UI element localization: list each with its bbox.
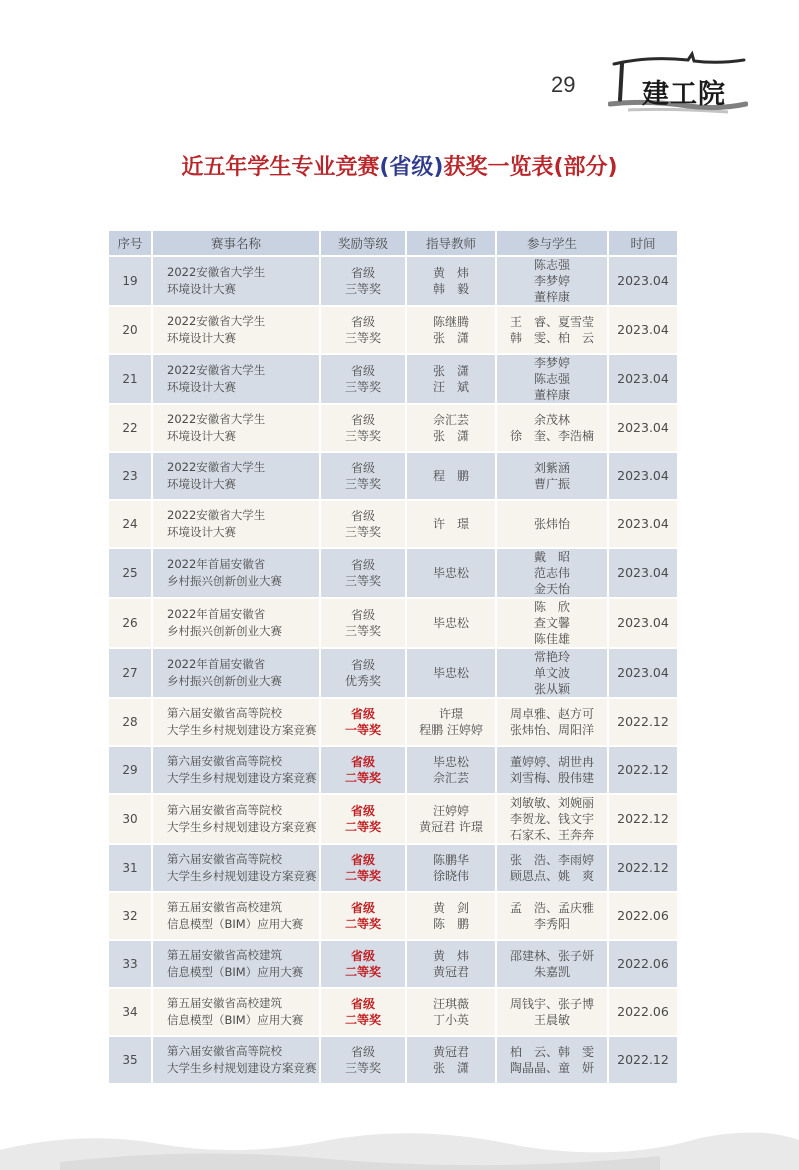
cell-teachers (407, 307, 495, 353)
event-name-line: 2022安徽省大学生 (167, 314, 266, 328)
award-level-line: 省级 (350, 364, 375, 378)
cell-time: 2023.04 (609, 649, 677, 697)
teacher-name: 程 鹏 (432, 469, 469, 483)
event-name-line: 环境设计大赛 (167, 282, 236, 296)
cell-teachers (407, 599, 495, 647)
table-row (109, 257, 677, 305)
student-names: 柏 云、韩 雯 (509, 1045, 594, 1059)
cell-seq: 29 (109, 747, 151, 793)
teacher-name: 陈 鹏 (432, 917, 469, 931)
teacher-name: 黄冠君 (432, 965, 469, 979)
cell-teachers (407, 941, 495, 987)
cell-award-level (321, 501, 405, 547)
student-names: 张 浩、李雨婷 (509, 853, 594, 867)
cell-teachers (407, 257, 495, 305)
page-number: 29 (551, 72, 576, 97)
event-name-line: 大学生乡村规划建设方案竞赛 (167, 723, 317, 737)
cell-teachers (407, 649, 495, 697)
award-level-line: 二等奖 (344, 917, 381, 931)
event-name-line: 大学生乡村规划建设方案竞赛 (167, 869, 317, 883)
teacher-name: 佘汇芸 (432, 771, 469, 785)
cell-students (497, 941, 607, 987)
cell-time: 2023.04 (609, 257, 677, 305)
student-names: 查文馨 (533, 616, 570, 630)
header-time: 时间 (609, 231, 677, 255)
cell-teachers (407, 989, 495, 1035)
award-level-line: 省级 (350, 266, 375, 280)
event-name-line: 2022年首届安徽省 (167, 557, 266, 571)
event-name-line: 第五届安徽省高校建筑 (167, 996, 282, 1010)
award-level-line: 省级 (350, 658, 375, 672)
cell-seq: 22 (109, 405, 151, 451)
event-name-line: 环境设计大赛 (167, 477, 236, 491)
cell-time: 2022.12 (609, 747, 677, 793)
award-level-line: 二等奖 (344, 771, 381, 785)
cell-teachers (407, 747, 495, 793)
student-names: 李贺龙、钱文宇 (509, 812, 594, 826)
award-level-line: 二等奖 (344, 1013, 381, 1027)
student-names: 金天怡 (533, 582, 570, 596)
teacher-name: 黄冠君 (432, 1045, 469, 1059)
award-level-line: 省级 (350, 558, 375, 572)
student-names: 单文波 (533, 666, 570, 680)
event-name-line: 大学生乡村规划建设方案竞赛 (167, 1061, 317, 1075)
award-level-line: 省级 (350, 509, 375, 523)
cell-event-name (153, 405, 319, 451)
cell-award-level (321, 941, 405, 987)
student-names: 董婷婷、胡世冉 (509, 755, 594, 769)
header-teachers: 指导教师 (407, 231, 495, 255)
cell-students (497, 257, 607, 305)
student-names: 刘紫涵 (533, 461, 570, 475)
cell-seq: 28 (109, 699, 151, 745)
student-names: 董梓康 (533, 290, 570, 304)
header-event: 赛事名称 (153, 231, 319, 255)
table-row (109, 501, 677, 547)
student-names: 石家禾、王奔奔 (509, 828, 594, 842)
cell-event-name (153, 453, 319, 499)
cell-students (497, 599, 607, 647)
cell-event-name (153, 307, 319, 353)
teacher-name: 毕忠松 (432, 616, 469, 630)
cell-time: 2023.04 (609, 501, 677, 547)
table-row (109, 649, 677, 697)
cell-award-level (321, 599, 405, 647)
table-row (109, 599, 677, 647)
student-names: 刘雪梅、殷伟建 (509, 771, 594, 785)
student-names: 李梦婷 (533, 356, 570, 370)
cell-time: 2023.04 (609, 405, 677, 451)
cell-award-level (321, 649, 405, 697)
teacher-name: 张 潇 (432, 429, 469, 443)
award-level-line: 三等奖 (344, 477, 381, 491)
student-names: 张炜怡、周阳洋 (509, 723, 594, 737)
event-name-line: 第五届安徽省高校建筑 (167, 900, 282, 914)
event-name-line: 第六届安徽省高等院校 (167, 754, 282, 768)
teacher-name: 张 潇 (432, 331, 469, 345)
event-name-line: 2022安徽省大学生 (167, 460, 266, 474)
cell-award-level (321, 257, 405, 305)
cell-award-level (321, 355, 405, 403)
award-level-line: 三等奖 (344, 574, 381, 588)
event-name-line: 环境设计大赛 (167, 525, 236, 539)
teacher-name: 陈鹏华 (432, 853, 469, 867)
cell-award-level (321, 1037, 405, 1083)
cell-seq: 19 (109, 257, 151, 305)
cell-teachers (407, 845, 495, 891)
table-row (109, 355, 677, 403)
table-row (109, 893, 677, 939)
teacher-name: 程鹏 汪婷婷 (419, 723, 483, 737)
student-names: 王晨敏 (533, 1013, 570, 1027)
teacher-name: 汪婷婷 (432, 804, 469, 818)
cell-event-name (153, 699, 319, 745)
award-level-line: 省级 (350, 608, 375, 622)
event-name-line: 乡村振兴创新创业大赛 (167, 674, 282, 688)
cell-teachers (407, 549, 495, 597)
award-level-line: 省级 (350, 413, 375, 427)
cell-time: 2022.12 (609, 845, 677, 891)
teacher-name: 许璟 (438, 707, 463, 721)
student-names: 李秀阳 (533, 917, 570, 931)
student-names: 陶晶晶、童 妍 (509, 1061, 594, 1075)
event-name-line: 2022年首届安徽省 (167, 657, 266, 671)
event-name-line: 信息模型（BIM）应用大赛 (167, 1013, 304, 1027)
award-level-line: 省级 (350, 997, 375, 1011)
event-name-line: 信息模型（BIM）应用大赛 (167, 917, 304, 931)
student-names: 张炜怡 (533, 517, 570, 531)
student-names: 戴 昭 (533, 550, 570, 564)
cell-seq: 24 (109, 501, 151, 547)
student-names: 李梦婷 (533, 274, 570, 288)
award-level-line: 二等奖 (344, 965, 381, 979)
award-level-line: 优秀奖 (344, 674, 381, 688)
teacher-name: 张 潇 (432, 364, 469, 378)
event-name-line: 乡村振兴创新创业大赛 (167, 624, 282, 638)
award-level-line: 三等奖 (344, 429, 381, 443)
table-row (109, 845, 677, 891)
cell-award-level (321, 453, 405, 499)
award-level-line: 三等奖 (344, 525, 381, 539)
award-level-line: 二等奖 (344, 869, 381, 883)
cell-students (497, 649, 607, 697)
student-names: 董梓康 (533, 388, 570, 402)
cell-event-name (153, 649, 319, 697)
teacher-name: 汪 斌 (432, 380, 469, 394)
event-name-line: 信息模型（BIM）应用大赛 (167, 965, 304, 979)
cell-teachers (407, 893, 495, 939)
table-header-row (109, 231, 677, 255)
table-row (109, 747, 677, 793)
teacher-name: 汪琪薇 (432, 997, 469, 1011)
event-name-line: 环境设计大赛 (167, 331, 236, 345)
cell-students (497, 501, 607, 547)
cell-time: 2023.04 (609, 453, 677, 499)
teacher-name: 张 潇 (432, 1061, 469, 1075)
event-name-line: 2022安徽省大学生 (167, 412, 266, 426)
award-level-line: 三等奖 (344, 331, 381, 345)
cell-students (497, 795, 607, 843)
student-names: 韩 雯、柏 云 (509, 331, 594, 345)
event-name-line: 大学生乡村规划建设方案竞赛 (167, 820, 317, 834)
student-names: 陈志强 (533, 372, 570, 386)
cell-seq: 26 (109, 599, 151, 647)
cell-students (497, 405, 607, 451)
cell-time: 2023.04 (609, 599, 677, 647)
cell-seq: 27 (109, 649, 151, 697)
award-level-line: 三等奖 (344, 282, 381, 296)
header-students: 参与学生 (497, 231, 607, 255)
cell-award-level (321, 893, 405, 939)
ink-wash-decoration (0, 1110, 799, 1170)
teacher-name: 韩 毅 (432, 282, 469, 296)
cell-seq: 32 (109, 893, 151, 939)
cell-award-level (321, 549, 405, 597)
logo-text: 建工院 (642, 79, 726, 110)
cell-award-level (321, 405, 405, 451)
table-row (109, 989, 677, 1035)
student-names: 陈佳雄 (533, 632, 570, 646)
cell-event-name (153, 599, 319, 647)
event-name-line: 2022安徽省大学生 (167, 508, 266, 522)
cell-seq: 25 (109, 549, 151, 597)
teacher-name: 毕忠松 (432, 755, 469, 769)
student-names: 张从颖 (533, 682, 570, 696)
header-level: 奖励等级 (321, 231, 405, 255)
teacher-name: 丁小英 (432, 1013, 469, 1027)
award-level-line: 一等奖 (344, 723, 381, 737)
cell-teachers (407, 501, 495, 547)
cell-event-name (153, 501, 319, 547)
cell-event-name (153, 747, 319, 793)
award-level-line: 省级 (350, 853, 375, 867)
cell-event-name (153, 355, 319, 403)
cell-students (497, 747, 607, 793)
table-row (109, 1037, 677, 1083)
event-name-line: 2022安徽省大学生 (167, 265, 266, 279)
student-names: 朱嘉凯 (533, 965, 570, 979)
cell-teachers (407, 795, 495, 843)
event-name-line: 环境设计大赛 (167, 380, 236, 394)
award-level-line: 省级 (350, 901, 375, 915)
award-level-line: 二等奖 (344, 820, 381, 834)
cell-seq: 33 (109, 941, 151, 987)
cell-teachers (407, 405, 495, 451)
cell-seq: 31 (109, 845, 151, 891)
student-names: 王 睿、夏雪莹 (509, 315, 594, 329)
title-level: (省级) (379, 155, 444, 180)
cell-time: 2023.04 (609, 355, 677, 403)
title-prefix: 近五年学生专业竞赛 (181, 155, 380, 180)
award-level-line: 省级 (350, 804, 375, 818)
student-names: 陈志强 (533, 258, 570, 272)
event-name-line: 环境设计大赛 (167, 429, 236, 443)
cell-teachers (407, 453, 495, 499)
title-suffix: 获奖一览表(部分) (443, 155, 618, 180)
cell-seq: 23 (109, 453, 151, 499)
cell-teachers (407, 1037, 495, 1083)
cell-students (497, 549, 607, 597)
award-level-line: 省级 (350, 949, 375, 963)
cell-students (497, 699, 607, 745)
cell-time: 2022.12 (609, 795, 677, 843)
cell-award-level (321, 747, 405, 793)
cell-event-name (153, 893, 319, 939)
table-row (109, 307, 677, 353)
cell-students (497, 1037, 607, 1083)
event-name-line: 第六届安徽省高等院校 (167, 1044, 282, 1058)
cell-teachers (407, 699, 495, 745)
cell-time: 2022.06 (609, 989, 677, 1035)
student-names: 徐 奎、李浩楠 (509, 429, 594, 443)
student-names: 曹广振 (533, 477, 570, 491)
cell-award-level (321, 699, 405, 745)
award-level-line: 三等奖 (344, 1061, 381, 1075)
cell-event-name (153, 1037, 319, 1083)
teacher-name: 黄 炜 (432, 266, 469, 280)
cell-time: 2022.06 (609, 941, 677, 987)
event-name-line: 2022年首届安徽省 (167, 607, 266, 621)
cell-students (497, 845, 607, 891)
teacher-name: 黄冠君 许璟 (419, 820, 483, 834)
table-row (109, 453, 677, 499)
award-level-line: 省级 (350, 755, 375, 769)
student-names: 孟 浩、孟庆雅 (509, 901, 594, 915)
cell-event-name (153, 845, 319, 891)
cell-award-level (321, 795, 405, 843)
cell-time: 2022.12 (609, 1037, 677, 1083)
awards-table (107, 229, 679, 1085)
event-name-line: 第六届安徽省高等院校 (167, 803, 282, 817)
cell-event-name (153, 941, 319, 987)
header-seq: 序号 (109, 231, 151, 255)
cell-time: 2023.04 (609, 549, 677, 597)
cell-event-name (153, 989, 319, 1035)
page-title (0, 150, 799, 181)
table-row (109, 795, 677, 843)
cell-event-name (153, 795, 319, 843)
award-level-line: 三等奖 (344, 624, 381, 638)
cell-students (497, 307, 607, 353)
event-name-line: 第六届安徽省高等院校 (167, 852, 282, 866)
table-row (109, 405, 677, 451)
event-name-line: 第六届安徽省高等院校 (167, 706, 282, 720)
table-body (109, 257, 677, 1083)
event-name-line: 2022安徽省大学生 (167, 363, 266, 377)
cell-time: 2022.12 (609, 699, 677, 745)
table-row (109, 549, 677, 597)
award-level-line: 省级 (350, 315, 375, 329)
cell-students (497, 893, 607, 939)
cell-students (497, 989, 607, 1035)
cell-award-level (321, 989, 405, 1035)
student-names: 顾恩点、姚 爽 (509, 869, 594, 883)
student-names: 周钱宇、张子博 (509, 997, 594, 1011)
teacher-name: 陈继腾 (432, 315, 469, 329)
cell-event-name (153, 549, 319, 597)
cell-teachers (407, 355, 495, 403)
teacher-name: 徐晓伟 (432, 869, 469, 883)
cell-award-level (321, 307, 405, 353)
award-level-line: 省级 (350, 461, 375, 475)
award-level-line: 省级 (350, 1045, 375, 1059)
cell-seq: 35 (109, 1037, 151, 1083)
cell-seq: 20 (109, 307, 151, 353)
cell-seq: 34 (109, 989, 151, 1035)
student-names: 范志伟 (533, 566, 570, 580)
student-names: 周卓雅、赵方可 (509, 707, 594, 721)
teacher-name: 毕忠松 (432, 566, 469, 580)
table-row (109, 699, 677, 745)
event-name-line: 乡村振兴创新创业大赛 (167, 574, 282, 588)
event-name-line: 大学生乡村规划建设方案竞赛 (167, 771, 317, 785)
cell-students (497, 453, 607, 499)
award-level-line: 三等奖 (344, 380, 381, 394)
teacher-name: 许 璟 (432, 517, 469, 531)
award-level-line: 省级 (350, 707, 375, 721)
teacher-name: 毕忠松 (432, 666, 469, 680)
student-names: 邵建林、张子妍 (509, 949, 594, 963)
student-names: 余茂林 (533, 413, 570, 427)
student-names: 常艳玲 (533, 650, 570, 664)
cell-event-name (153, 257, 319, 305)
cell-seq: 30 (109, 795, 151, 843)
teacher-name: 黄 炜 (432, 949, 469, 963)
table-row (109, 941, 677, 987)
cell-students (497, 355, 607, 403)
student-names: 刘敏敏、刘婉丽 (509, 796, 594, 810)
event-name-line: 第五届安徽省高校建筑 (167, 948, 282, 962)
teacher-name: 佘汇芸 (432, 413, 469, 427)
cell-award-level (321, 845, 405, 891)
cell-time: 2022.06 (609, 893, 677, 939)
teacher-name: 黄 剑 (432, 901, 469, 915)
cell-seq: 21 (109, 355, 151, 403)
student-names: 陈 欣 (533, 600, 570, 614)
cell-time: 2023.04 (609, 307, 677, 353)
